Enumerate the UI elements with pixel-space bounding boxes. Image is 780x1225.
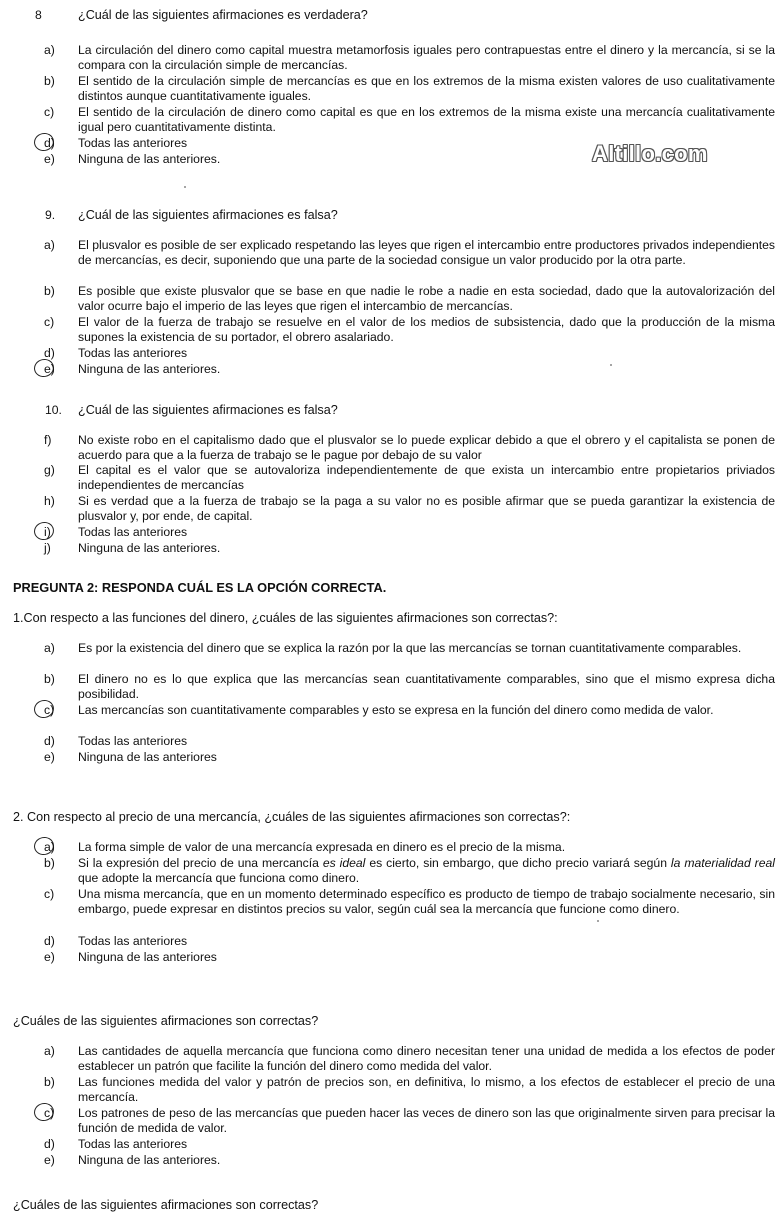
option-text: Una misma mercancía, que en un momento determinado específico es producto de tiempo de trabajo socialmente necesario, sin embargo, puede expresar en distintos precios su valor, según cuál sea la mercancía que funcione como dinero. [78, 887, 775, 916]
option-label: a) [44, 840, 55, 854]
option-label: e) [44, 362, 55, 376]
option-label: c) [44, 703, 55, 717]
option-label: i) [44, 525, 51, 539]
option-label: a) [44, 1044, 55, 1058]
option-label: e) [44, 750, 55, 764]
option-text: El capital es el valor que se autovaloriza independientemente de que exista un intercambio entre propietarios priviados independientes de mercancías [78, 463, 775, 492]
option-label: d) [44, 934, 55, 948]
scan-speck [597, 920, 599, 922]
option-text: Las cantidades de aquella mercancía que funciona como dinero necesitan tener una unidad de medida a los efectos de poder establecer un patrón que facilite la función del dinero como medida del valor. [78, 1044, 775, 1073]
option-label: h) [44, 494, 55, 508]
option-label: c) [44, 315, 55, 329]
section-title: PREGUNTA 2: RESPONDA CUÁL ES LA OPCIÓN CORRECTA. [13, 580, 387, 595]
option-text: Las funciones medida del valor y patrón de precios son, en definitiva, lo mismo, a los efectos de establecer el precio de una mercancía. [78, 1075, 775, 1104]
option-text: Ninguna de las anteriores. [78, 362, 221, 376]
option-label: b) [44, 74, 55, 88]
option-text: Ninguna de las anteriores [78, 750, 217, 764]
option-label: b) [44, 672, 55, 686]
option-label: c) [44, 887, 55, 901]
option-text: Las mercancías son cuantitativamente comparables y esto se expresa en la función del dinero como medida de valor. [78, 703, 714, 717]
option-label: b) [44, 284, 55, 298]
option-label: d) [44, 136, 55, 150]
question-text: ¿Cuál de las siguientes afirmaciones es falsa? [78, 208, 338, 222]
question-number: 10. [45, 403, 62, 417]
option-text: El dinero no es lo que explica que las mercancías sean cuantitativamente comparables, sino que el mismo expresa dicha posibilidad. [78, 672, 775, 701]
option-text: Todas las anteriores [78, 734, 188, 748]
option-text: Los patrones de peso de las mercancías que pueden hacer las veces de dinero son las que originalmente sirven para precisar la función de medida de valor. [78, 1106, 775, 1135]
text-part: Si la expresión del precio de una mercancía [78, 856, 323, 870]
option-text: La forma simple de valor de una mercancía expresada en dinero es el precio de la misma. [78, 840, 566, 854]
question-text: ¿Cuáles de las siguientes afirmaciones son correctas? [13, 1014, 319, 1028]
question-text: 2. Con respecto al precio de una mercancía, ¿cuáles de las siguientes afirmaciones son correctas?: [13, 810, 571, 824]
option-text: Todas las anteriores [78, 1137, 188, 1151]
option-label: g) [44, 463, 55, 477]
option-text: Ninguna de las anteriores. [78, 152, 221, 166]
option-label: e) [44, 950, 55, 964]
emphasis-text: es ideal [322, 856, 366, 870]
option-text: Todas las anteriores [78, 934, 188, 948]
text-part: es cierto, sin embargo, que dicho precio variará según [365, 856, 671, 870]
option-text: El valor de la fuerza de trabajo se resuelve en el valor de los medios de subsistencia, dado que la producción de la misma supones la existencia de su portador, el obrero asalariado. [78, 315, 775, 344]
option-text: El sentido de la circulación simple de mercancías es que en los extremos de la misma existen valores de uso cualitativamente distintos aunque cuantitativamente iguales. [78, 74, 775, 103]
option-label: c) [44, 105, 55, 119]
option-text: La circulación del dinero como capital muestra metamorfosis iguales pero contrapuestas entre el dinero y la mercancía, si se la compara con la circulación simple de mercancías. [78, 43, 775, 72]
option-label: a) [44, 43, 55, 57]
option-text: Ninguna de las anteriores. [78, 1153, 221, 1167]
scan-speck [184, 186, 186, 188]
option-label: f) [44, 433, 52, 447]
option-label: a) [44, 641, 55, 655]
question-text: ¿Cuál de las siguientes afirmaciones es verdadera? [78, 8, 368, 22]
scan-speck [610, 364, 612, 366]
question-text: ¿Cuál de las siguientes afirmaciones es falsa? [78, 403, 338, 417]
option-label: j) [44, 541, 51, 555]
altillo-watermark: Altillo.com [592, 141, 708, 166]
option-label: b) [44, 856, 55, 870]
question-number: 9. [45, 208, 56, 222]
option-text: Es posible que existe plusvalor que se base en que nadie le robe a nadie en esta sociedad, dado que la autovalorización del valor ocurre bajo el imperio de las leyes que rigen el intercambio de mercancías. [78, 284, 775, 313]
option-label: d) [44, 734, 55, 748]
option-label: b) [44, 1075, 55, 1089]
option-text: Todas las anteriores [78, 136, 188, 150]
option-label: e) [44, 1153, 55, 1167]
option-text: Si es verdad que a la fuerza de trabajo se la paga a su valor no es posible afirmar que se pueda garantizar la existencia de plusvalor y, por ende, de capital. [78, 494, 775, 523]
option-label: d) [44, 346, 55, 360]
option-label: a) [44, 238, 55, 252]
option-label: e) [44, 152, 55, 166]
question-text: 1.Con respecto a las funciones del dinero, ¿cuáles de las siguientes afirmaciones son correctas?: [13, 611, 558, 625]
option-text: Ninguna de las anteriores. [78, 541, 221, 555]
option-text: Ninguna de las anteriores [78, 950, 217, 964]
option-label: c) [44, 1106, 55, 1120]
option-text: Todas las anteriores [78, 346, 188, 360]
option-text: No existe robo en el capitalismo dado que el plusvalor se lo puede explicar debido a que el obrero y el capitalista se ponen de acuerdo para que a la fuerza de trabajo se le pague por debajo de su valor [78, 433, 775, 462]
option-text [78, 856, 775, 885]
option-text: El plusvalor es posible de ser explicado respetando las leyes que rigen el intercambio entre productores privados independientes de mercancías, es decir, suponiendo que una parte de la sociedad consigue un valor producido por la otra parte. [78, 238, 775, 267]
emphasis-text: la materialidad real [670, 856, 775, 870]
question-number: 8 [35, 8, 42, 22]
option-label: d) [44, 1137, 55, 1151]
question-text: ¿Cuáles de las siguientes afirmaciones son correctas? [13, 1198, 319, 1212]
option-text: El sentido de la circulación de dinero como capital es que en los extremos de la misma existe una mercancía cualitativamente igual pero cuantitativamente distinta. [78, 105, 775, 134]
option-text: Todas las anteriores [78, 525, 188, 539]
text-part: que adopte la mercancía que funciona como dinero. [78, 870, 360, 885]
option-text: Es por la existencia del dinero que se explica la razón por la que las mercancías se tornan cuantitativamente comparables. [78, 641, 742, 655]
